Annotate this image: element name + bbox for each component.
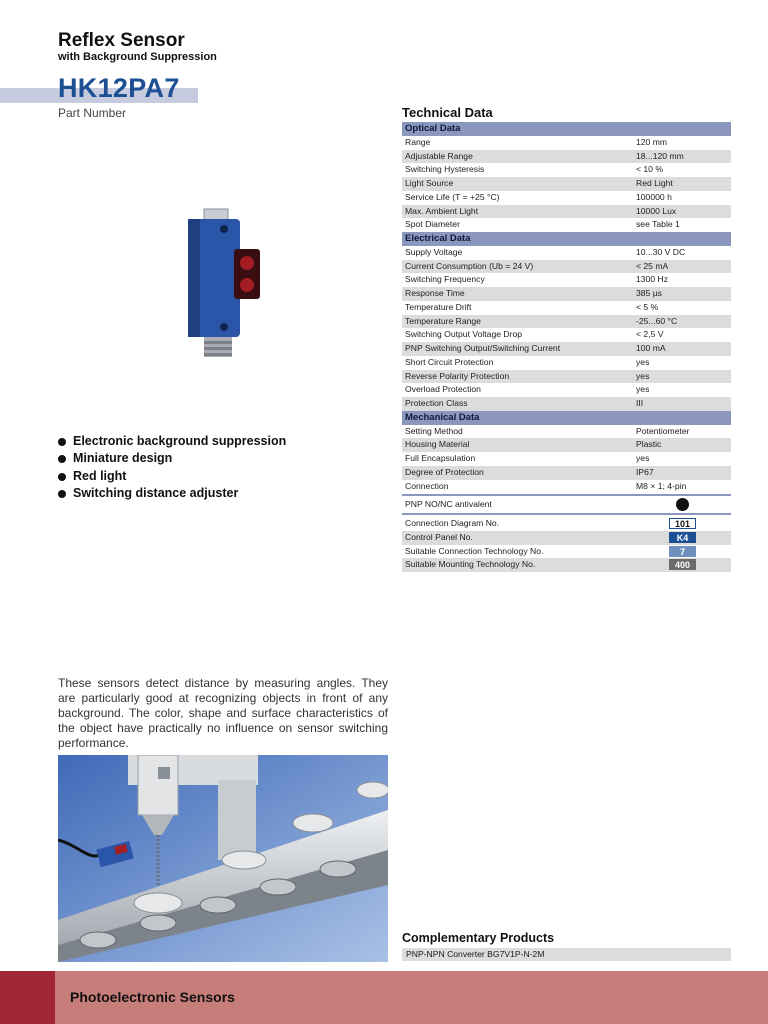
row-label: Adjustable Range xyxy=(405,150,473,161)
row-label: Overload Protection xyxy=(405,384,481,395)
table-row xyxy=(402,218,731,232)
application-illustration xyxy=(58,755,388,962)
section-header-optical: Optical Data xyxy=(402,122,731,136)
model-number: HK12PA7 xyxy=(58,73,180,103)
feature-item: Red light xyxy=(58,468,286,485)
feature-item: Miniature design xyxy=(58,450,286,467)
row-label: Spot Diameter xyxy=(405,219,460,230)
row-value: < 25 mA xyxy=(636,260,669,271)
product-title: Reflex Sensor xyxy=(58,30,185,51)
row-value: 10...30 V DC xyxy=(636,246,686,257)
row-value: 1300 Hz xyxy=(636,274,669,285)
complementary-product-name: PNP-NPN Converter BG7V1P-N-2M xyxy=(406,949,545,959)
row-value: Potentiometer xyxy=(636,425,690,436)
row-label: Temperature Range xyxy=(405,315,481,326)
row-label: Connection Diagram No. xyxy=(405,518,500,528)
section-header-mechanical: Mechanical Data xyxy=(402,411,731,425)
table-row xyxy=(402,150,731,164)
row-label: Suitable Mounting Technology No. xyxy=(405,559,536,570)
row-label: Suitable Connection Technology No. xyxy=(405,545,544,556)
row-value: 18...120 mm xyxy=(636,150,684,161)
row-value: IP67 xyxy=(636,466,654,477)
complementary-products-heading: Complementary Products xyxy=(402,931,555,945)
row-label: Max. Ambient Light xyxy=(405,205,479,216)
row-value: 100000 h xyxy=(636,191,672,202)
row-value: III xyxy=(636,398,644,408)
product-description: These sensors detect distance by measuring angles. They are particularly good at recognizing objects in front of any background. The color, shape and surface characteristics of the object have practically no influence on sensor switching performance. xyxy=(58,676,388,750)
row-value: yes xyxy=(636,384,650,395)
table-divider xyxy=(402,494,731,496)
row-label: Short Circuit Protection xyxy=(405,356,494,367)
reference-row xyxy=(402,517,731,531)
row-label: Switching Output Voltage Drop xyxy=(405,329,523,340)
table-divider xyxy=(402,513,731,515)
reference-number-badge: 7 xyxy=(669,546,696,557)
row-label: Protection Class xyxy=(405,398,468,408)
complementary-product-row xyxy=(402,948,731,961)
row-label: Current Consumption (Ub = 24 V) xyxy=(405,260,534,271)
table-row xyxy=(402,356,731,370)
reference-row xyxy=(402,531,731,545)
table-row xyxy=(402,425,731,439)
row-label: Switching Frequency xyxy=(405,274,485,285)
row-label: PNP Switching Output/Switching Current xyxy=(405,343,561,353)
table-row xyxy=(402,301,731,315)
table-row xyxy=(402,315,731,329)
row-label: Degree of Protection xyxy=(405,466,484,477)
row-value: -25...60 °C xyxy=(636,315,678,326)
technical-data-table xyxy=(402,122,731,572)
reference-row xyxy=(402,558,731,572)
row-label: Setting Method xyxy=(405,425,463,436)
row-value: yes xyxy=(636,356,650,367)
table-row xyxy=(402,480,731,494)
row-label: Reverse Polarity Protection xyxy=(405,370,510,381)
row-label: Switching Hysteresis xyxy=(405,164,485,175)
reference-row xyxy=(402,545,731,559)
row-value: see Table 1 xyxy=(636,219,680,230)
row-label: Control Panel No. xyxy=(405,531,473,542)
row-label: Full Encapsulation xyxy=(405,453,476,463)
row-value: Red Light xyxy=(636,178,673,188)
feature-item: Switching distance adjuster xyxy=(58,485,286,502)
product-subtitle: with Background Suppression xyxy=(58,51,217,63)
reference-number-badge: K4 xyxy=(669,532,696,543)
footer-accent-block xyxy=(0,971,55,1024)
footer-category-label: Photoelectronic Sensors xyxy=(70,989,235,1005)
technical-data-heading: Technical Data xyxy=(402,105,493,120)
table-row xyxy=(402,246,731,260)
row-label: Housing Material xyxy=(405,439,470,450)
filled-dot-icon xyxy=(676,498,689,511)
row-label: Service Life (T = +25 °C) xyxy=(405,191,500,202)
row-value: < 5 % xyxy=(636,301,659,312)
table-row xyxy=(402,191,731,205)
table-row xyxy=(402,466,731,480)
table-row xyxy=(402,383,731,397)
table-row xyxy=(402,287,731,301)
table-row xyxy=(402,370,731,384)
row-value: 120 mm xyxy=(636,136,668,147)
row-label: Connection xyxy=(405,480,449,491)
row-value: Plastic xyxy=(636,439,662,450)
table-row xyxy=(402,260,731,274)
row-label: Supply Voltage xyxy=(405,246,463,257)
sensor-product-image xyxy=(180,205,265,365)
row-label: Temperature Drift xyxy=(405,301,472,312)
table-row xyxy=(402,438,731,452)
reference-number-badge: 101 xyxy=(669,518,696,529)
row-value: < 10 % xyxy=(636,164,663,175)
output-type-row xyxy=(402,498,731,512)
row-label: Response Time xyxy=(405,288,465,298)
row-value: 100 mA xyxy=(636,343,666,353)
reference-number-badge: 400 xyxy=(669,559,696,570)
row-value: < 2,5 V xyxy=(636,329,664,340)
table-row xyxy=(402,452,731,466)
row-label: Range xyxy=(405,136,431,147)
row-value: 10000 Lux xyxy=(636,205,677,216)
row-value: M8 × 1; 4-pin xyxy=(636,480,687,491)
row-value: 385 µs xyxy=(636,288,662,298)
row-label: Light Source xyxy=(405,178,454,188)
table-row xyxy=(402,205,731,219)
table-row xyxy=(402,273,731,287)
row-value: yes xyxy=(636,453,650,463)
row-label: PNP NO/NC antivalent xyxy=(405,499,492,510)
table-row xyxy=(402,342,731,356)
feature-list xyxy=(58,433,286,502)
row-value: yes xyxy=(636,370,650,381)
table-row xyxy=(402,397,731,411)
table-row xyxy=(402,177,731,191)
table-row xyxy=(402,163,731,177)
table-row xyxy=(402,136,731,150)
section-header-electrical: Electrical Data xyxy=(402,232,731,246)
feature-item: Electronic background suppression xyxy=(58,433,286,450)
table-row xyxy=(402,328,731,342)
part-number-label: Part Number xyxy=(58,106,127,120)
